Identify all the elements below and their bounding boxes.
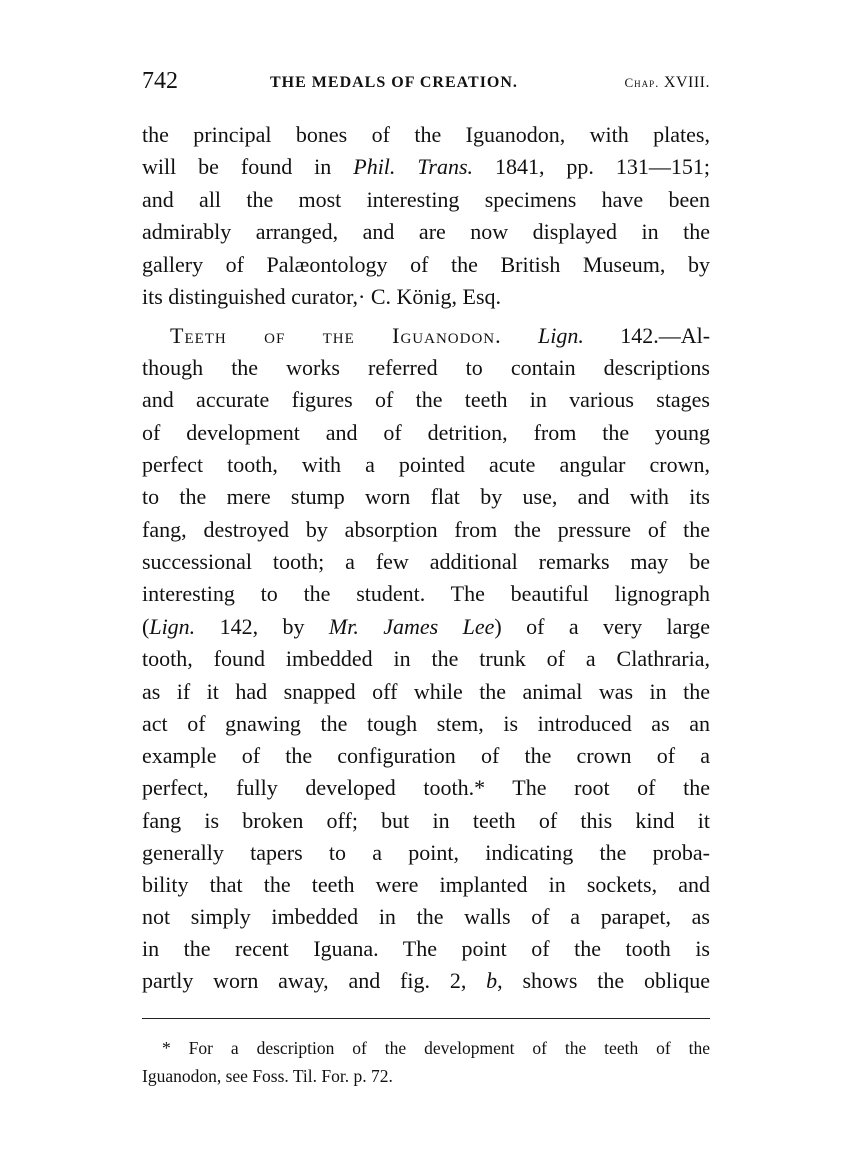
lign-ref: Lign. — [149, 614, 196, 639]
body-line: and all the most interesting specimens have been — [142, 187, 710, 212]
section-heading-line: Teeth of the Iguanodon. Lign. 142.—Al- — [170, 323, 711, 348]
body-line: of development and of detrition, from the young — [142, 420, 710, 445]
running-title: THE MEDALS OF CREATION. — [270, 74, 518, 91]
chapter-number: XVIII. — [663, 74, 710, 91]
footnote-rule — [142, 1018, 710, 1019]
citation-italic: Phil. Trans. — [353, 154, 474, 179]
footnote-line: * For a description of the development of the teeth of the — [162, 1038, 710, 1058]
chapter-abbr: Chap. — [624, 75, 660, 90]
body-line: perfect, fully developed tooth.* The root of the — [142, 775, 710, 800]
body-line: act of gnawing the tough stem, is introduced as an — [142, 711, 710, 736]
body-line: interesting to the student. The beautiful lignograph — [142, 581, 710, 606]
lign-ref: Lign. — [537, 323, 584, 348]
body-line: to the mere stump worn flat by use, and with its — [142, 484, 710, 509]
body-line: as if it had snapped off while the animal was in the — [142, 679, 710, 704]
body-line: in the recent Iguana. The point of the tooth is — [142, 936, 710, 961]
body-line: its distinguished curator,· C. König, Esq. — [142, 284, 502, 309]
footnote-line: Iguanodon, see Foss. Til. For. p. 72. — [142, 1066, 393, 1086]
body-line: though the works referred to contain descriptions — [142, 355, 710, 380]
body-line: admirably arranged, and are now displayed in the — [142, 219, 710, 244]
body-line: (Lign. 142, by Mr. James Lee) of a very large — [142, 614, 711, 639]
chapter-label — [624, 74, 710, 92]
body-line: gallery of Palæontology of the British Museum, by — [142, 252, 710, 277]
author-italic: Mr. James Lee — [328, 614, 495, 639]
body-line: successional tooth; a few additional remarks may be — [142, 549, 710, 574]
body-line: the principal bones of the Iguanodon, with plates, — [142, 122, 710, 147]
running-header — [142, 68, 710, 98]
body-line: fang is broken off; but in teeth of this kind it — [142, 808, 710, 833]
body-line: generally tapers to a point, indicating the proba- — [142, 840, 710, 865]
body-line: perfect tooth, with a pointed acute angular crown, — [142, 452, 710, 477]
body-line: will be found in Phil. Trans. 1841, pp. 131—151; — [142, 154, 710, 179]
body-line: and accurate figures of the teeth in various stages — [142, 387, 710, 412]
body-line: bility that the teeth were implanted in sockets, and — [142, 872, 710, 897]
body-line: not simply imbedded in the walls of a parapet, as — [142, 904, 710, 929]
fig-letter: b — [486, 968, 498, 993]
page-number: 742 — [142, 68, 178, 94]
body-line: partly worn away, and fig. 2, b, shows the oblique — [142, 968, 710, 993]
section-heading: Teeth of the Iguanodon. — [170, 323, 502, 348]
body-line: example of the configuration of the crown of a — [142, 743, 710, 768]
body-line: fang, destroyed by absorption from the pressure of the — [142, 517, 710, 542]
body-line: tooth, found imbedded in the trunk of a Clathraria, — [142, 646, 710, 671]
